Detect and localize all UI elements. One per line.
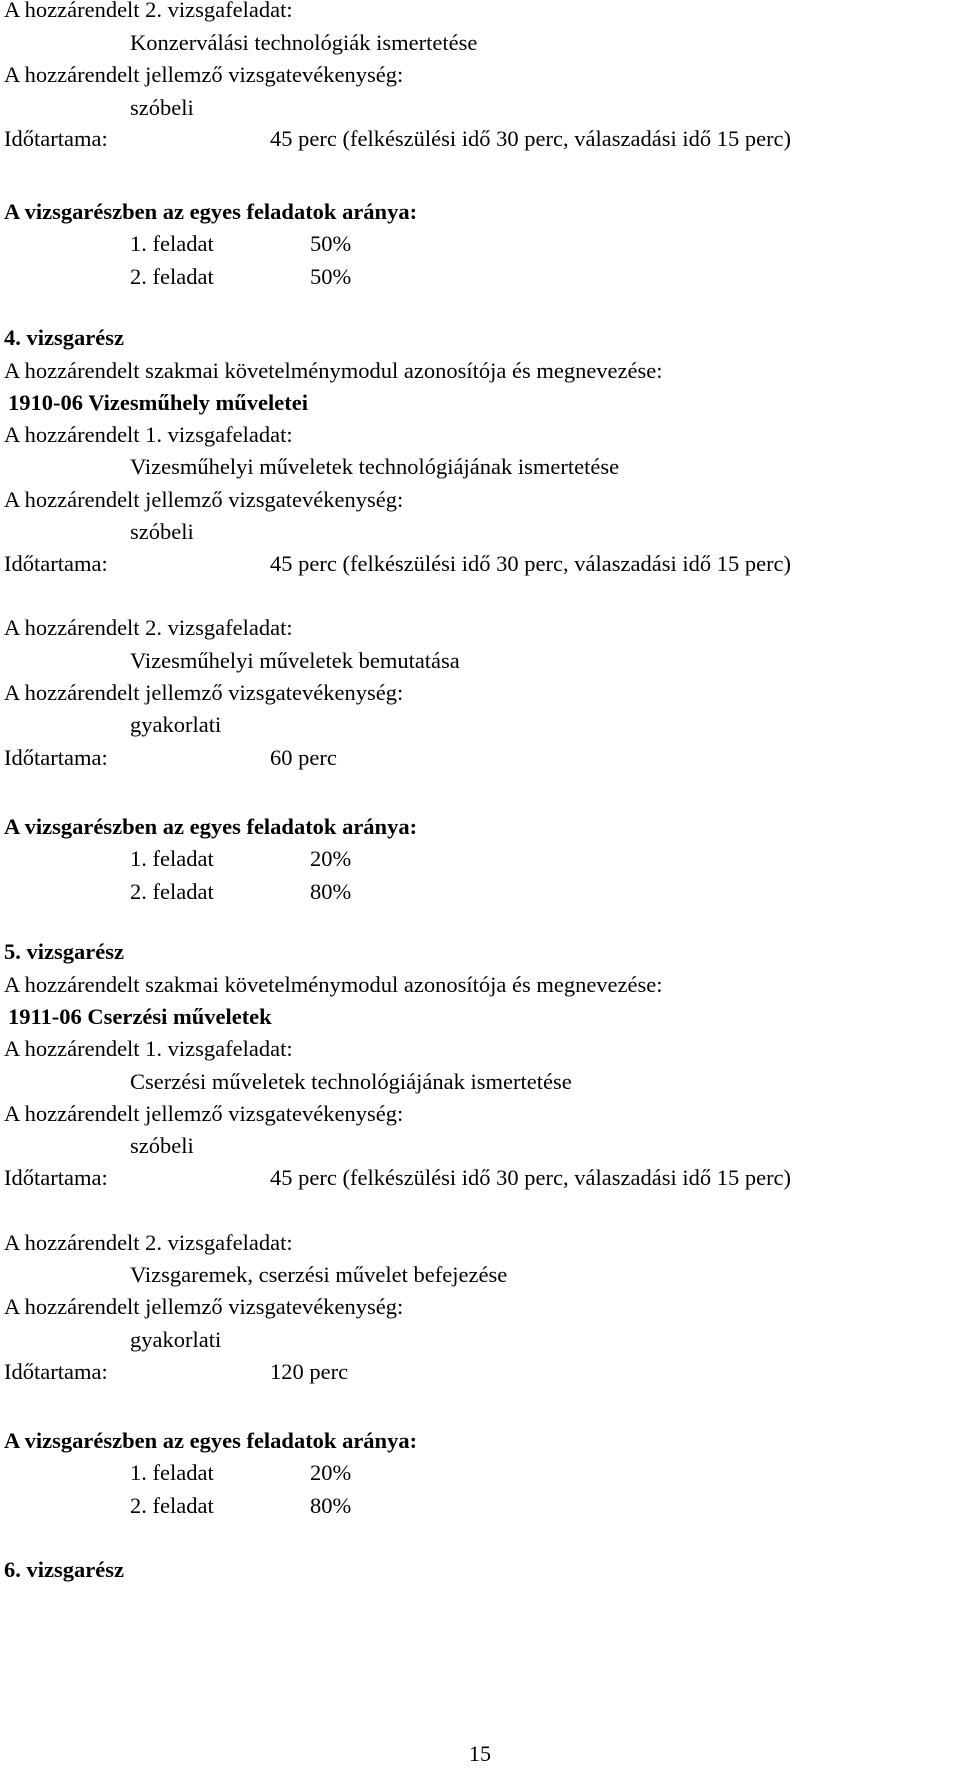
activity-type: gyakorlati [130, 1327, 222, 1352]
duration-value: 120 perc [270, 1359, 349, 1384]
ratio-task-value: 50% [310, 264, 352, 289]
task-title: Vizsgaremek, cserzési művelet befejezése [130, 1262, 508, 1287]
duration-value: 45 perc (felkészülési idő 30 perc, válaszadási idő 15 perc) [270, 126, 792, 151]
ratio-task-label: 1. feladat [130, 1460, 214, 1485]
activity-heading: A hozzárendelt jellemző vizsgatevékenység: [4, 1101, 404, 1126]
duration-value: 60 perc [270, 745, 337, 770]
ratio-task-label: 2. feladat [130, 264, 214, 289]
duration-value: 45 perc (felkészülési idő 30 perc, válaszadási idő 15 perc) [270, 551, 792, 576]
task-heading: A hozzárendelt 1. vizsgafeladat: [4, 1036, 293, 1061]
duration-label: Időtartama: [4, 1359, 108, 1384]
ratio-heading: A vizsgarészben az egyes feladatok aránya: [4, 814, 418, 839]
task-heading: A hozzárendelt 1. vizsgafeladat: [4, 422, 293, 447]
activity-heading: A hozzárendelt jellemző vizsgatevékenység: [4, 1294, 404, 1319]
ratio-task-label: 2. feladat [130, 879, 214, 904]
ratio-task-label: 1. feladat [130, 846, 214, 871]
activity-heading: A hozzárendelt jellemző vizsgatevékenység: [4, 487, 404, 512]
module-name: 1910-06 Vizesműhely műveletei [8, 390, 308, 415]
task-title: Konzerválási technológiák ismertetése [130, 30, 478, 55]
task-heading: A hozzárendelt 2. vizsgafeladat: [4, 615, 293, 640]
section-heading: 5. vizsgarész [4, 939, 124, 964]
ratio-task-value: 50% [310, 231, 352, 256]
module-heading: A hozzárendelt szakmai követelménymodul azonosítója és megnevezése: [4, 358, 663, 383]
ratio-task-label: 1. feladat [130, 231, 214, 256]
ratio-heading: A vizsgarészben az egyes feladatok aránya: [4, 1428, 418, 1453]
module-heading: A hozzárendelt szakmai követelménymodul azonosítója és megnevezése: [4, 972, 663, 997]
ratio-heading: A vizsgarészben az egyes feladatok aránya: [4, 199, 418, 224]
duration-label: Időtartama: [4, 745, 108, 770]
task-title: Vizesműhelyi műveletek technológiájának ismertetése [130, 454, 620, 479]
task-heading: A hozzárendelt 2. vizsgafeladat: [4, 1230, 293, 1255]
task-title: Vizesműhelyi műveletek bemutatása [130, 648, 460, 673]
page-number: 15 [469, 1741, 491, 1766]
activity-heading: A hozzárendelt jellemző vizsgatevékenység: [4, 680, 404, 705]
activity-type: gyakorlati [130, 712, 222, 737]
activity-heading: A hozzárendelt jellemző vizsgatevékenység: [4, 62, 404, 87]
ratio-task-value: 20% [310, 1460, 352, 1485]
duration-value: 45 perc (felkészülési idő 30 perc, válaszadási idő 15 perc) [270, 1165, 792, 1190]
activity-type: szóbeli [130, 95, 194, 120]
ratio-task-value: 20% [310, 846, 352, 871]
ratio-task-label: 2. feladat [130, 1493, 214, 1518]
module-name: 1911-06 Cserzési műveletek [8, 1004, 272, 1029]
ratio-task-value: 80% [310, 1493, 352, 1518]
task-title: Cserzési műveletek technológiájának ismertetése [130, 1069, 572, 1094]
duration-label: Időtartama: [4, 1165, 108, 1190]
task-heading: A hozzárendelt 2. vizsgafeladat: [4, 0, 293, 22]
activity-type: szóbeli [130, 1133, 194, 1158]
ratio-task-value: 80% [310, 879, 352, 904]
section-heading: 6. vizsgarész [4, 1557, 124, 1582]
duration-label: Időtartama: [4, 551, 108, 576]
activity-type: szóbeli [130, 519, 194, 544]
duration-label: Időtartama: [4, 126, 108, 151]
section-heading: 4. vizsgarész [4, 325, 124, 350]
